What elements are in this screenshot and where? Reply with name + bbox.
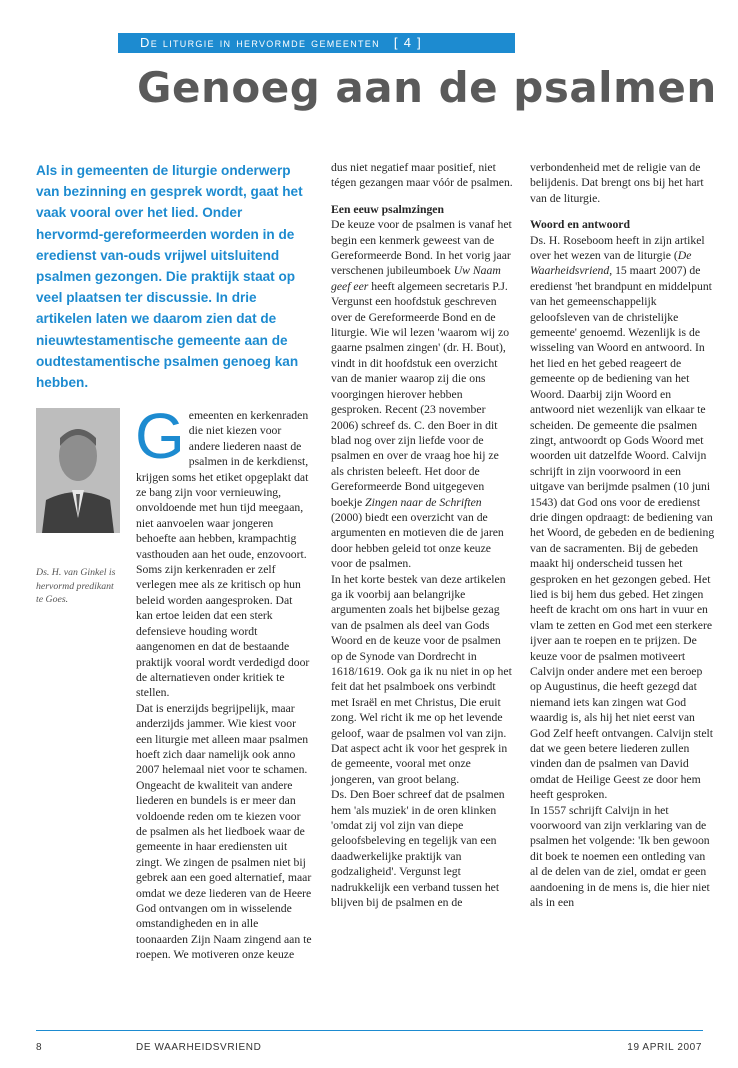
column3-paragraph-2-a: Ds. H. Roseboom heeft in zijn artikel over het wezen van de liturgie ( xyxy=(530,233,705,263)
column1-paragraph-1-text: emeenten en kerkenraden die niet kiezen voor andere liederen naast de psalmen in de kerkdienst, krijgen soms het etiket opgeplakt dat ze bang zijn voor vernieuwing, onvoldoende met hun tijd meegaan, niet aanvoelen waar jongeren behoefte aan hebben, krampachtig vasthouden aan het oude, enzovoort. xyxy=(136,409,309,561)
page-number: 8 xyxy=(36,1042,43,1053)
column2-paragraph-4: Ds. Den Boer schreef dat de psalmen hem 'als muziek' in de oren klinken 'omdat zij vol zijn van diepe geloofsbeleving en tegelijk van een daadwerkelijke praktijk van godzaligheid'. Vergunst legt nadrukkelijk een verband tussen het blijven bij de psalmen en de xyxy=(331,788,505,910)
issue-date: 19 APRIL 2007 xyxy=(627,1042,702,1053)
column2-paragraph-2-a: De keuze voor de psalmen is vanaf het begin een kenmerk geweest van de Gereformeerde Bond. In het vorig jaar verschenen jubileumboek xyxy=(331,218,512,278)
column1-paragraph-3: Dat is enerzijds begrijpelijk, maar anderzijds jammer. Wie kiest voor een liturgie met alleen maar psalmen hoeft zich daar namelijk ook anno 2007 helemaal niet voor te schamen. Ongeacht de kwaliteit van andere liederen en bundels is er meer dan voldoende reden om te kiezen voor de psalmen als het liedboek waar de gemeente in haar erediensten uit zingt. We zingen de psalmen niet bij gebrek aan een goed alternatief, maar omdat we deze liederen van de Heere God ontvangen om in wisselende omstandigheden en in alle toonaarden Zijn Naam zingend aan te roepen. We motiveren onze keuze xyxy=(136,701,312,962)
article-column-1 xyxy=(135,400,312,963)
column1-paragraph-1 xyxy=(135,400,312,562)
series-title: De liturgie in hervormde gemeenten xyxy=(140,35,380,50)
section-heading-woord-en-antwoord: Woord en antwoord xyxy=(530,218,630,232)
column1-paragraph-2: Soms zijn kerkenraden er zelf verlegen mee als ze kritisch op hun beleid worden aangesproken. Dat kan ertoe leiden dat een sterk defensieve houding wordt aangenomen en dat de bestaande praktijk vooral wordt verdedigd door de alternatieven onder kritiek te stellen. xyxy=(136,563,310,700)
column2-paragraph-3: In het korte bestek van deze artikelen ga ik voorbij aan belangrijke argumenten zoals het bijbelse gezag van de psalmen als deel van Gods Woord en de keuze voor de psalmen op de Synode van Dordrecht in 1618/1619. Ook ga ik nu niet in op het feit dat het psalmboek ons verbindt met Israël en met Christus, Die eruit zong. Wel richt ik me op het levende geloof, waar de psalmen vol van zijn. Dat aspect acht ik voor het gesprek in de gemeente, vooral met onze jongeren, van groot belang. xyxy=(331,572,512,786)
series-banner xyxy=(118,33,515,53)
footer-rule xyxy=(36,1030,703,1031)
magazine-name: DE WAARHEIDSVRIEND xyxy=(136,1042,262,1053)
section-heading-psalmzingen: Een eeuw psalmzingen xyxy=(331,202,444,216)
author-photo xyxy=(36,408,120,533)
author-caption: Ds. H. van Ginkel is hervormd predikant te Goes. xyxy=(36,567,116,605)
column2-paragraph-2-c: (2000) biedt een overzicht van de argumenten en motieven die de jaren door hebben geleid tot onze keuze voor de psalmen. xyxy=(331,510,504,571)
column3-paragraph-1: verbondenheid met de religie van de belijdenis. Dat brengt ons bij het hart van de liturgie. xyxy=(530,161,704,205)
magazine-title-reference: De Waarheidsvriend xyxy=(530,249,692,278)
book-title-uw-naam: Uw Naam geef eer xyxy=(331,264,501,293)
article-headline: Genoeg aan de psalmen xyxy=(137,63,717,112)
article-column-2 xyxy=(331,160,513,911)
column2-paragraph-2-b: heeft algemeen secretaris P.J. Vergunst een hoofdstuk geschreven over de Gereformeerde Bond en de liturgie. Wie wil lezen 'waarom wij zo gaarne psalmen zingen' (dr. H. Bout), vindt in dit hoofdstuk een overzicht van de manier waarop zij die ons voorgingen hierover hebben gesproken. Recent (23 november 2006) schreef ds. C. den Boer in dit blad nog over zijn liefde voor de psalmen en over de vraag hoe hij ze als christen beleeft. Het door de Gereformeerde Bond uitgegeven boekje xyxy=(331,279,510,509)
column3-paragraph-2 xyxy=(530,233,716,803)
column3-paragraph-2-b: , 15 maart 2007) de eredienst 'het brandpunt en middelpunt van het gemeenschappelijk geloofsleven van de christelijke gemeente' genoemd. Wezenlijk is de wisseling van Woord en antwoord. In het lied en het gebed reageert de gemeente op de bediening van het Woord. Daarbij zijn Woord en antwoord niet wezenlijk van elkaar te scheiden. De gemeente die psalmen zingt, antwoordt op Gods Woord met woorden uit datzelfde Woord. Calvijn schrijft in zijn voorwoord in een uitgave van berijmde psalmen (10 juni 1543) dat God ons voor de eredienst drie dingen opdraagt: de bediening van het Woord, de gebeden en de bediening van de sacramenten. Bij de gebeden maakt hij onderscheid tussen het gesproken en het gezongen gebed. Het lied is bij hem dus gebed. Het zingen heeft de kracht om ons hart in vuur en vlam te zetten en God met een sterkere ijver aan te roepen en te prijzen. De keuze voor de psalmen motiveert Calvijn onder andere met een beroep op Augustinus, die heeft gezegd dat niemand iets kan zingen wat God waardig is, als hij het niet eerst van God Zelf heeft ontvangen. Calvijn stelt dat we geen betere liederen zullen vinden dan de psalmen van David omdat de Heilige Geest ze door hem heeft gesproken. xyxy=(530,264,715,802)
book-title-zingen: Zingen naar de Schriften xyxy=(365,495,482,509)
article-column-3 xyxy=(530,160,716,911)
column2-paragraph-1: dus niet negatief maar positief, niet tégen gezangen maar vóór de psalmen. xyxy=(331,161,513,190)
article-intro: Als in gemeenten de liturgie onderwerp van bezinning en gesprek wordt, gaat het vaak vooral over het lied. Onder hervormd-gereformeerden worden in de eredienst van-ouds vrijwel uitsluitend psalmen gezongen. Die praktijk staat op veel plaatsen ter discussie. In drie artikelen laten we daarom zien dat de nieuwtestamentische gemeente aan de oudtestamentische psalmen genoeg kan hebben. xyxy=(36,163,303,391)
series-part-number: [ 4 ] xyxy=(393,35,423,50)
author-portrait-illustration xyxy=(36,408,120,533)
column2-paragraph-2 xyxy=(331,217,513,571)
drop-cap: G xyxy=(135,400,185,472)
column3-paragraph-3: In 1557 schrijft Calvijn in het voorwoord van zijn verklaring van de psalmen het volgende: 'Ik ben gewoon dit boek te noemen een ontleding van al de delen van de ziel, omdat er geen aandoening in de mens is, die hier niet als in een xyxy=(530,803,710,910)
